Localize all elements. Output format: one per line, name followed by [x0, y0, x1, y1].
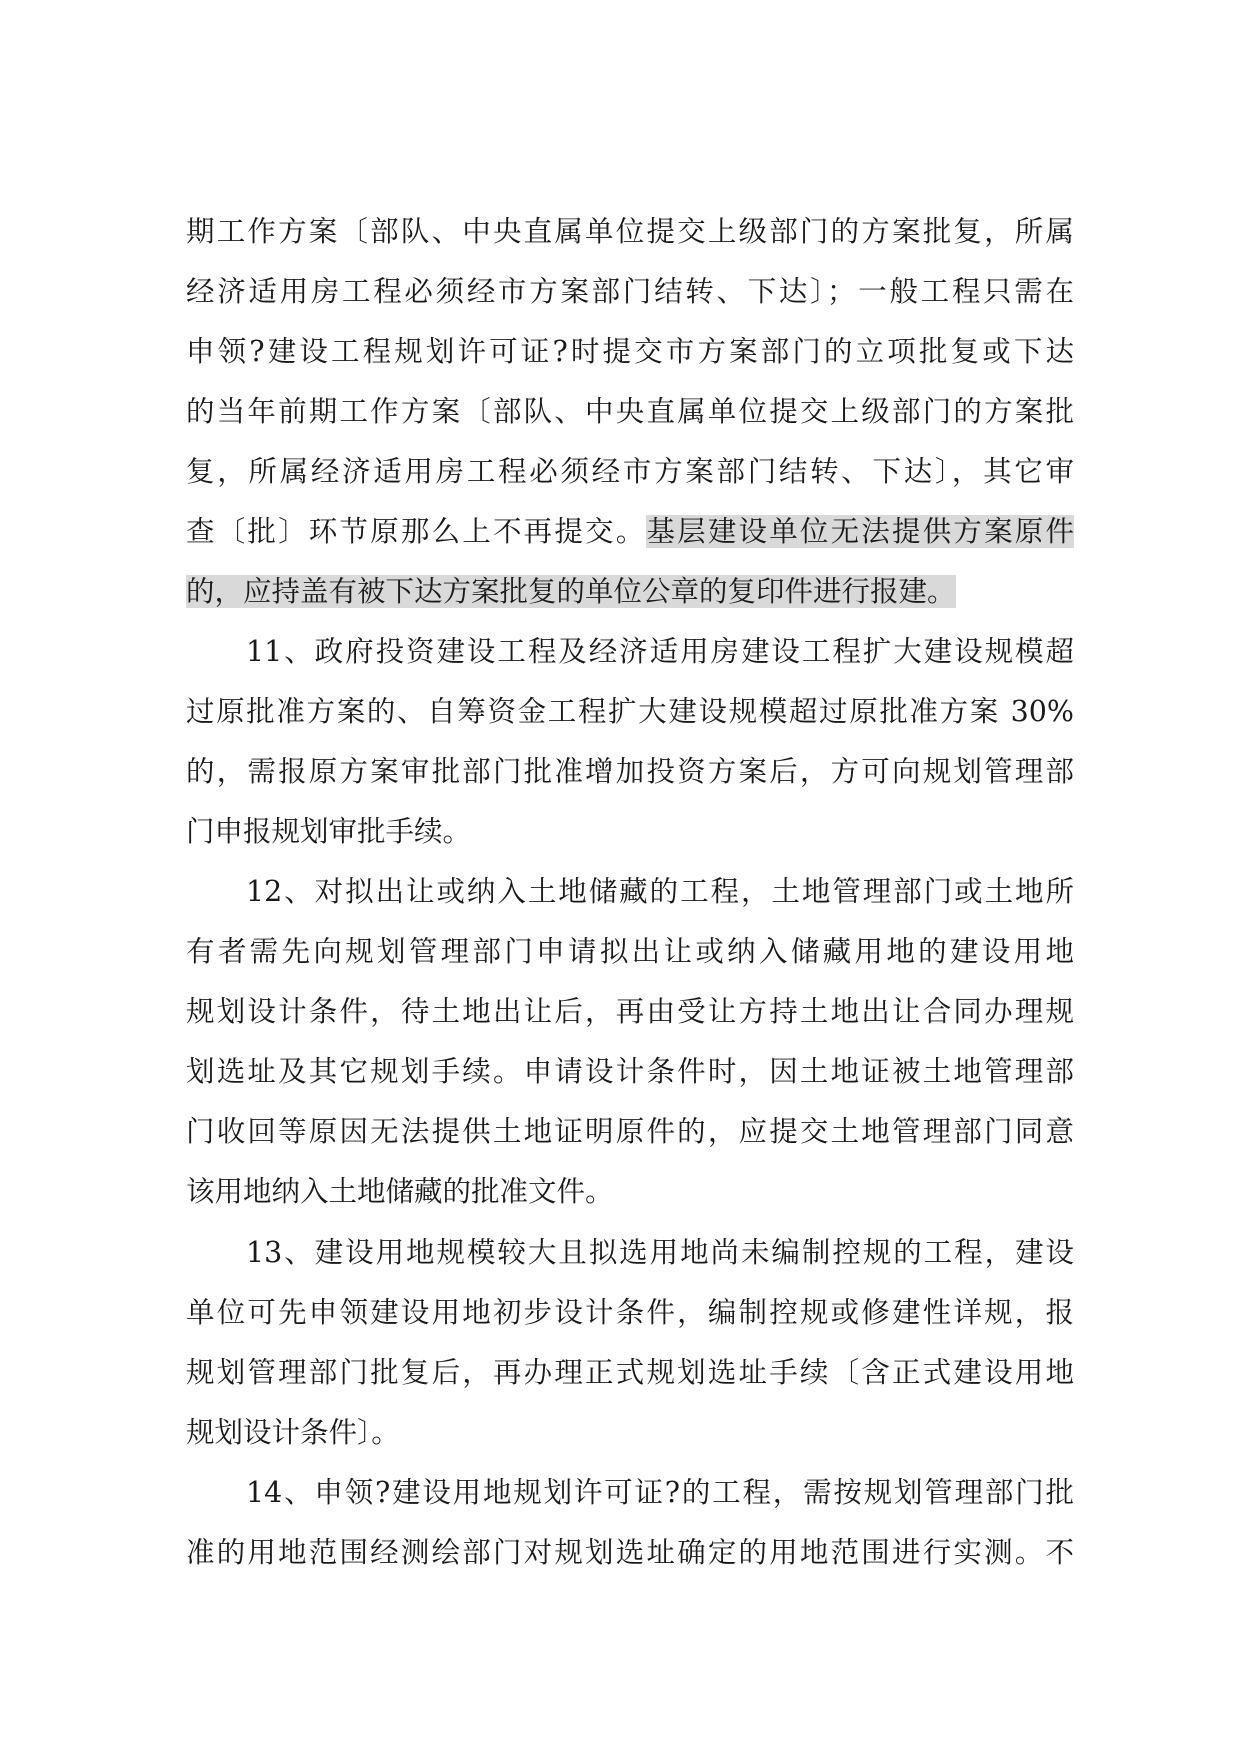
paragraph-11 [186, 622, 1074, 862]
paragraph-14 [186, 1463, 1074, 1583]
text-line-mixed [186, 502, 1074, 562]
text-line: 单位可先申领建设用地初步设计条件，编制控规或修建性详规，报 [186, 1296, 1074, 1329]
text-line: 门收回等原因无法提供土地证明原件的，应提交土地管理部门同意 [186, 1115, 1074, 1148]
highlighted-text: 基层建设单位无法提供方案原件 [646, 515, 1074, 548]
text-line: 复，所属经济适用房工程必须经市方案部门结转、下达〕，其它审 [186, 455, 1074, 488]
text-line: 有者需先向规划管理部门申请拟出让或纳入储藏用地的建设用地 [186, 935, 1074, 968]
text-line: 的当年前期工作方案〔部队、中央直属单位提交上级部门的方案批 [186, 395, 1074, 428]
text-line: 的，需报原方案审批部门批准增加投资方案后，方可向规划管理部 [186, 755, 1074, 788]
text-line: 门申报规划审批手续。 [186, 815, 472, 848]
text-line: 规划设计条件〕。 [186, 1416, 400, 1449]
text-line: 划选址及其它规划手续。申请设计条件时，因土地证被土地管理部 [186, 1055, 1074, 1088]
text-line: 12、对拟出让或纳入土地储藏的工程，土地管理部门或土地所 [246, 875, 1074, 908]
paragraph-12 [186, 862, 1074, 1222]
text-line: 过原批准方案的、自筹资金工程扩大建设规模超过原批准方案 30% [186, 695, 1074, 728]
text-line: 规划设计条件，待土地出让后，再由受让方持土地出让合同办理规 [186, 995, 1074, 1028]
text-line: 14、申领?建设用地规划许可证?的工程，需按规划管理部门批 [246, 1476, 1074, 1509]
paragraph-13 [186, 1223, 1074, 1463]
text-line-highlighted [186, 562, 1074, 622]
text-line: 该用地纳入土地储藏的批准文件。 [186, 1175, 614, 1208]
text-line: 规划管理部门批复后，再办理正式规划选址手续〔含正式建设用地 [186, 1356, 1074, 1389]
text-line: 13、建设用地规模较大且拟选用地尚未编制控规的工程，建设 [246, 1236, 1074, 1269]
paragraph-1 [186, 202, 1074, 622]
text-line: 申领?建设工程规划许可证?时提交市方案部门的立项批复或下达 [186, 335, 1074, 368]
text-line: 期工作方案〔部队、中央直属单位提交上级部门的方案批复，所属 [186, 215, 1074, 248]
plain-text: 查〔批〕环节原那么上不再提交。 [186, 515, 647, 548]
text-line: 准的用地范围经测绘部门对规划选址确定的用地范围进行实测。不 [186, 1536, 1074, 1569]
text-line: 11、政府投资建设工程及经济适用房建设工程扩大建设规模超 [246, 635, 1074, 668]
text-line: 经济适用房工程必须经市方案部门结转、下达〕；一般工程只需在 [186, 275, 1074, 308]
highlighted-text: 的，应持盖有被下达方案批复的单位公章的复印件进行报建。 [186, 575, 956, 608]
